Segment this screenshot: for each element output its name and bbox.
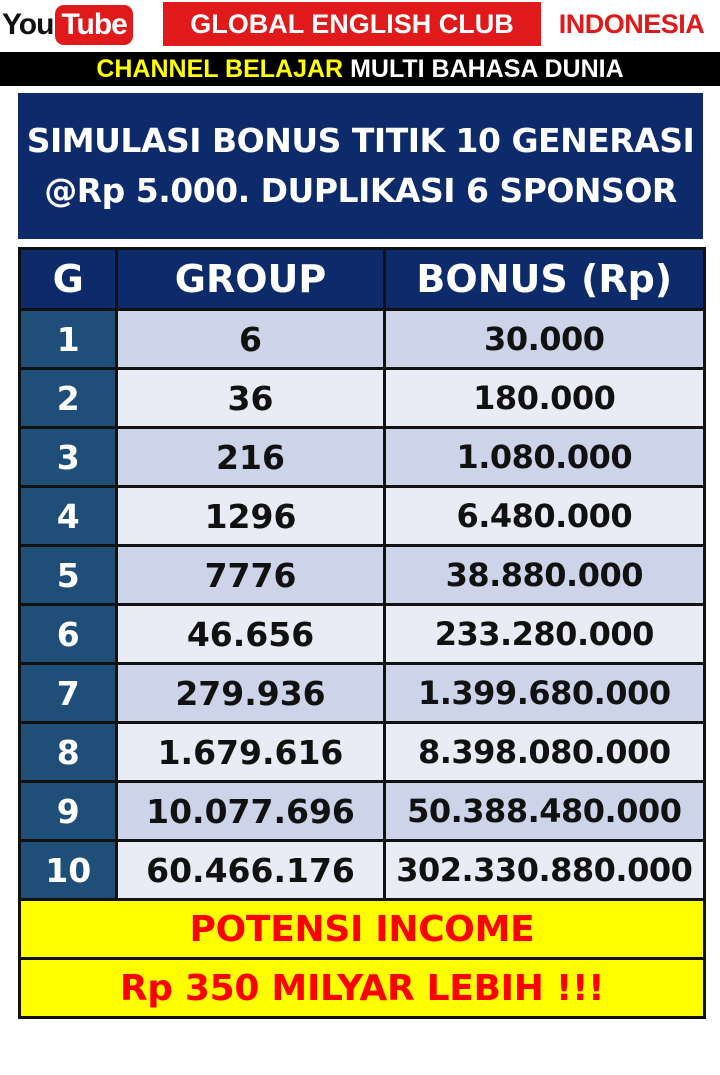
title-box [18,93,703,239]
table-row [20,664,705,723]
bonus-cell: 6.480.000 [384,487,704,546]
footer-row-amount [20,959,705,1018]
group-cell: 279.936 [117,664,384,723]
generation-cell: 5 [20,546,117,605]
table-row [20,723,705,782]
table-row [20,310,705,369]
group-cell: 60.466.176 [117,841,384,900]
potential-income-label: POTENSI INCOME [20,900,705,959]
bonus-table [18,247,706,1019]
group-cell: 1.679.616 [117,723,384,782]
table-row [20,546,705,605]
generation-cell: 1 [20,310,117,369]
table-row [20,369,705,428]
bonus-cell: 1.399.680.000 [384,664,704,723]
youtube-logo-tube: Tube [55,5,132,45]
table-row [20,841,705,900]
table-row [20,487,705,546]
generation-cell: 7 [20,664,117,723]
bonus-cell: 38.880.000 [384,546,704,605]
bonus-cell: 180.000 [384,369,704,428]
table-header-row [20,249,705,310]
header-bonus: BONUS (Rp) [384,249,704,310]
tagline-rest: MULTI BAHASA DUNIA [350,55,624,83]
bonus-cell: 30.000 [384,310,704,369]
potential-income-amount: Rp 350 MILYAR LEBIH !!! [20,959,705,1018]
group-cell: 46.656 [117,605,384,664]
bonus-cell: 8.398.080.000 [384,723,704,782]
youtube-logo-you: You [2,8,54,41]
channel-tagline [0,52,720,86]
tagline-highlight: CHANNEL BELAJAR [96,55,344,83]
bonus-cell: 233.280.000 [384,605,704,664]
bonus-cell: 302.330.880.000 [384,841,704,900]
header-generation: G [20,249,117,310]
footer-row-income [20,900,705,959]
generation-cell: 10 [20,841,117,900]
youtube-logo[interactable] [2,3,162,47]
group-cell: 6 [117,310,384,369]
generation-cell: 9 [20,782,117,841]
channel-banner [0,0,720,52]
club-country: INDONESIA [543,2,720,46]
generation-cell: 2 [20,369,117,428]
table-row [20,605,705,664]
generation-cell: 8 [20,723,117,782]
group-cell: 10.077.696 [117,782,384,841]
bonus-cell: 50.388.480.000 [384,782,704,841]
group-cell: 1296 [117,487,384,546]
table-row [20,428,705,487]
table-row [20,782,705,841]
club-name: GLOBAL ENGLISH CLUB [163,2,541,46]
generation-cell: 6 [20,605,117,664]
bonus-cell: 1.080.000 [384,428,704,487]
title-line-1: SIMULASI BONUS TITIK 10 GENERASI [26,121,695,160]
generation-cell: 4 [20,487,117,546]
header-group: GROUP [117,249,384,310]
group-cell: 36 [117,369,384,428]
group-cell: 7776 [117,546,384,605]
generation-cell: 3 [20,428,117,487]
title-line-2: @Rp 5.000. DUPLIKASI 6 SPONSOR [44,171,677,210]
group-cell: 216 [117,428,384,487]
